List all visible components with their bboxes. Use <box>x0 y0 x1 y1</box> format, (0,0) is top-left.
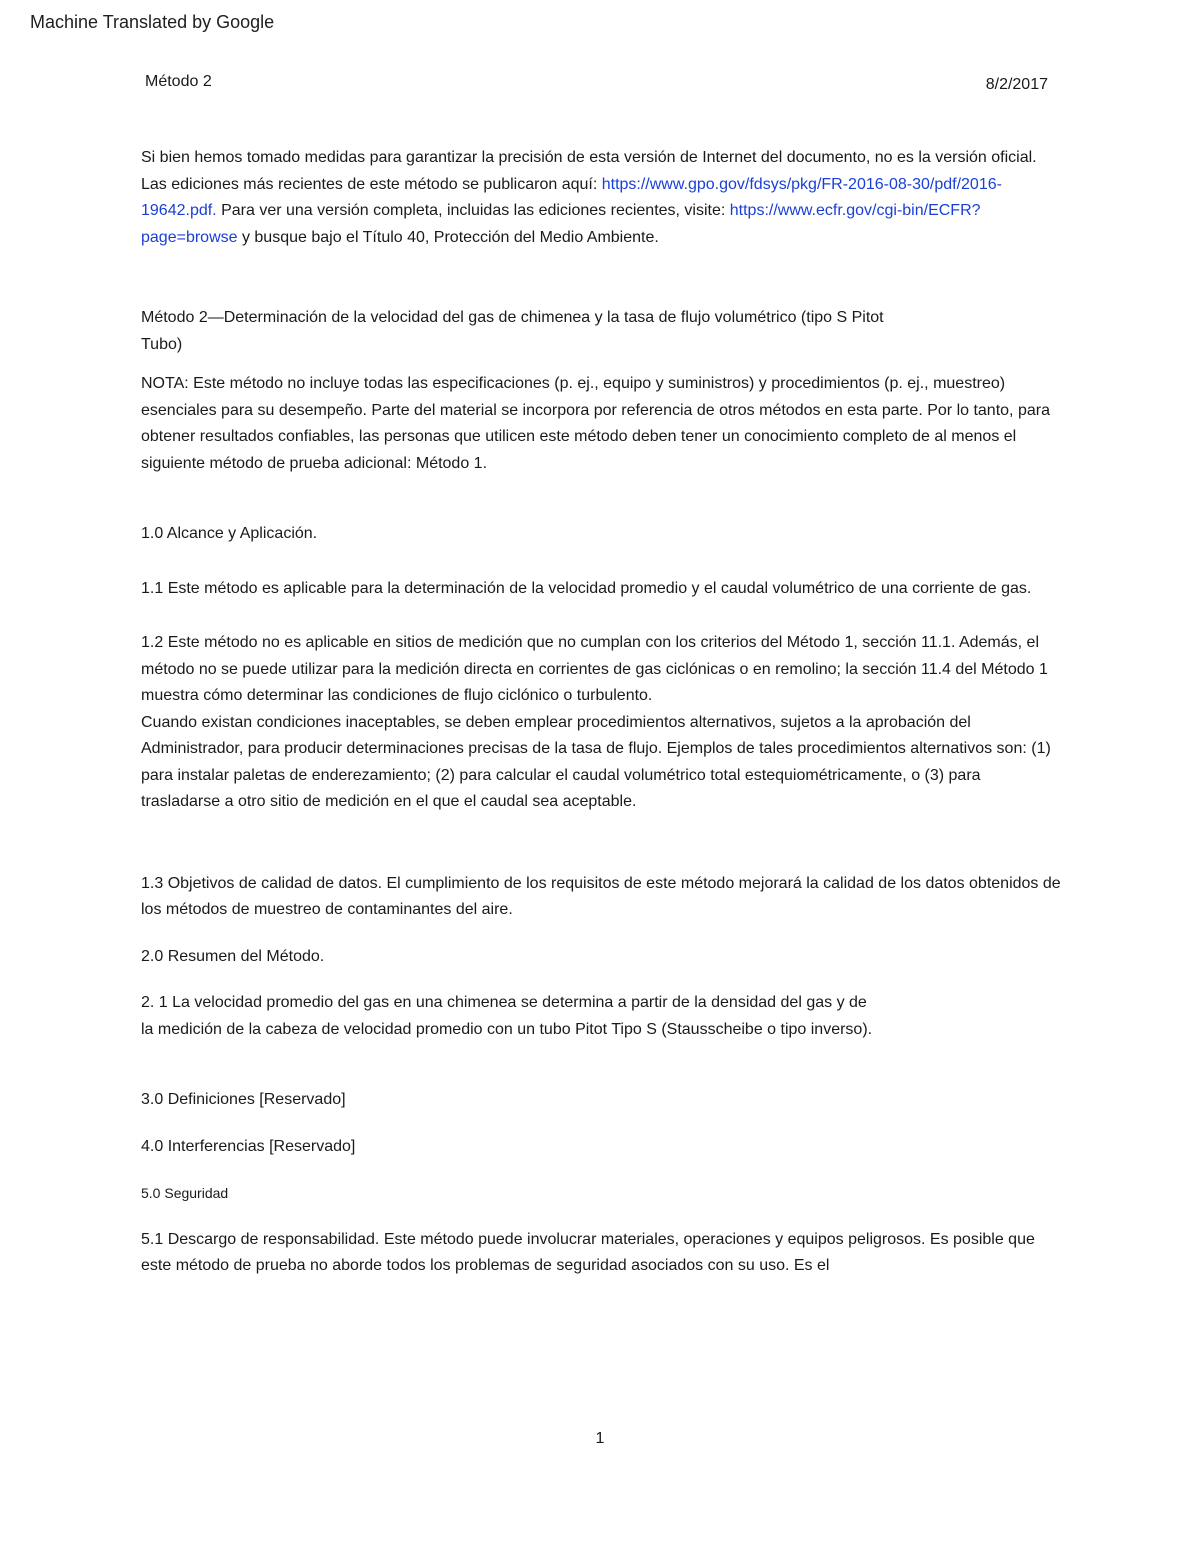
document-title-header: Método 2 <box>145 73 212 90</box>
method-title-line-2: Tubo) <box>141 335 183 353</box>
method-title-line-1: Método 2—Determinación de la velocidad del gas de chimenea y la tasa de flujo volumétrico (tipo S Pitot <box>141 309 884 326</box>
method-title <box>141 305 1061 358</box>
notice-paragraph <box>141 145 1061 251</box>
section-1-2 <box>141 630 1061 816</box>
notice-text-1: Si bien hemos tomado medidas para garantizar la precisión de esta versión de Internet del documento, no es la versión oficial. Las ediciones más recientes de este método se publicaron aquí: <box>141 149 1037 193</box>
ecfr-link[interactable]: https://www.ecfr.gov/cgi-bin/ECFR?page=browse <box>141 202 981 246</box>
notice-text-3: y busque bajo el Título 40, Protección del Medio Ambiente. <box>237 228 659 246</box>
gpo-link[interactable]: https://www.gpo.gov/fdsys/pkg/FR-2016-08-30/pdf/2016-19642.pdf. <box>141 175 1002 219</box>
notice-text-2: Para ver una versión completa, incluidas las ediciones recientes, visite: <box>216 202 730 219</box>
section-2-1 <box>141 990 1061 1043</box>
section-5-0-heading: 5.0 Seguridad <box>141 1185 229 1201</box>
section-1-3: 1.3 Objetivos de calidad de datos. El cumplimiento de los requisitos de este método mejorará la calidad de los datos obtenidos de los métodos de muestreo de contaminantes del aire. <box>141 874 1061 918</box>
document-body <box>141 145 1061 1280</box>
section-3-0-heading: 3.0 Definiciones [Reservado] <box>141 1091 346 1108</box>
section-1-0-heading: 1.0 Alcance y Aplicación. <box>141 525 318 542</box>
page-number: 1 <box>595 1430 605 1447</box>
section-1-1: 1.1 Este método es aplicable para la determinación de la velocidad promedio y el caudal volumétrico de una corriente de gas. <box>141 579 1032 597</box>
note-paragraph: NOTA: Este método no incluye todas las especificaciones (p. ej., equipo y suministros) y procedimientos (p. ej., muestreo) esenciales para su desempeño. Parte del material se incorpora por referencia de otros métodos en esta parte. Por lo tanto, para obtener resultados confiables, las personas que utilicen este método deben tener un conocimiento completo de al menos el siguiente método de prueba adicional: Método 1. <box>141 375 1050 472</box>
section-1-2-part-b: Cuando existan condiciones inaceptables, se deben emplear procedimientos alternativos, sujetos a la aprobación del Administrador, para producir determinaciones precisas de la tasa de flujo. Ejemplos de tales procedimientos alternativos son: (1) para instalar paletas de enderezamiento; (2) para calcular el caudal volumétrico total estequiométricamente, o (3) para trasladarse a otro sitio de medición en el que el caudal sea aceptable. <box>141 713 1051 810</box>
section-1-2-part-a: 1.2 Este método no es aplicable en sitios de medición que no cumplan con los criterios del Método 1, sección 11.1. Además, el método no se puede utilizar para la medición directa en corrientes de gas ciclónicas o en remolino; la sección 11.4 del Método 1 muestra cómo determinar las condiciones de flujo ciclónico o turbulento. <box>141 634 1048 704</box>
section-2-0-heading: 2.0 Resumen del Método. <box>141 947 325 965</box>
section-2-1-line-1: 2. 1 La velocidad promedio del gas en una chimenea se determina a partir de la densidad del gas y de <box>141 994 867 1011</box>
section-5-1: 5.1 Descargo de responsabilidad. Este método puede involucrar materiales, operaciones y equipos peligrosos. Es posible que este método de prueba no aborde todos los problemas de seguridad asociados con su uso. Es el <box>141 1230 1035 1274</box>
document-date: 8/2/2017 <box>985 76 1048 93</box>
section-2-1-line-2: la medición de la cabeza de velocidad promedio con un tubo Pitot Tipo S (Stausscheibe o tipo inverso). <box>141 1020 873 1038</box>
machine-translation-banner: Machine Translated by Google <box>30 12 275 32</box>
section-4-0-heading: 4.0 Interferencias [Reservado] <box>141 1137 356 1155</box>
